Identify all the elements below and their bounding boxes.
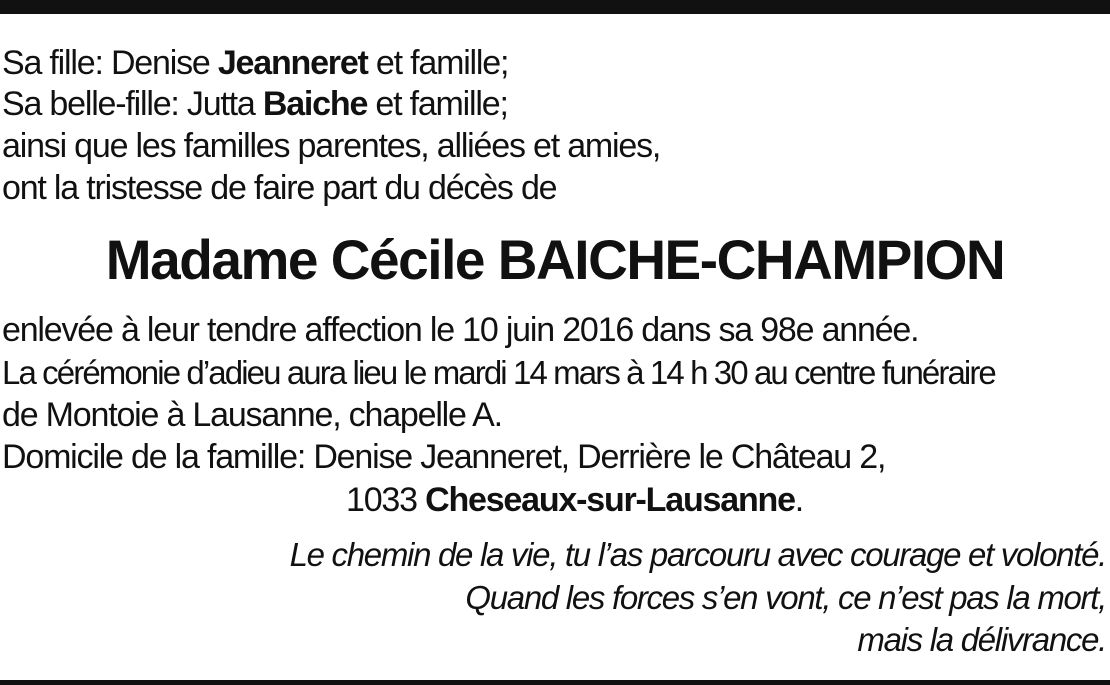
city-suffix: . <box>794 481 804 519</box>
top-border-rule <box>0 0 1110 14</box>
date-of-death-line: enlevée à leur tendre affection le 10 juin 2016 dans sa 98e année. <box>2 311 919 349</box>
family-city-line <box>346 480 803 520</box>
bottom-border-rule <box>0 680 1110 685</box>
daughter-label: Sa fille: Denise <box>2 44 218 82</box>
daughter-surname: Jeanneret <box>217 44 368 82</box>
verse-line-2: Quand les forces s’en vont, ce n’est pas la mort, <box>465 579 1106 616</box>
ceremony-location-line: de Montoie à Lausanne, chapelle A. <box>2 396 502 434</box>
verse-line-3: mais la délivrance. <box>857 621 1106 658</box>
city-name: Cheseaux-sur-Lausanne <box>425 481 795 519</box>
ceremony-line: La cérémonie d’adieu aura lieu le mardi 14 mars à 14 h 30 au centre funéraire <box>2 354 995 391</box>
daughter-line <box>2 43 508 83</box>
daughter-suffix: et famille; <box>367 44 509 82</box>
deceased-name-heading: Madame Cécile BAICHE-CHAMPION <box>105 228 1005 291</box>
daughter-in-law-label: Sa belle-fille: Jutta <box>2 85 263 123</box>
announcement-intro-line: ont la tristesse de faire part du décès de <box>2 169 557 207</box>
family-address-line: Domicile de la famille: Denise Jeanneret, Derrière le Château 2, <box>2 438 886 476</box>
verse-line-1: Le chemin de la vie, tu l’as parcouru avec courage et volonté. <box>289 536 1106 573</box>
families-line: ainsi que les familles parentes, alliées et amies, <box>2 127 661 165</box>
postal-code: 1033 <box>346 481 426 519</box>
daughter-in-law-surname: Baiche <box>262 85 368 123</box>
daughter-in-law-line <box>2 84 508 124</box>
daughter-in-law-suffix: et famille; <box>367 85 508 123</box>
